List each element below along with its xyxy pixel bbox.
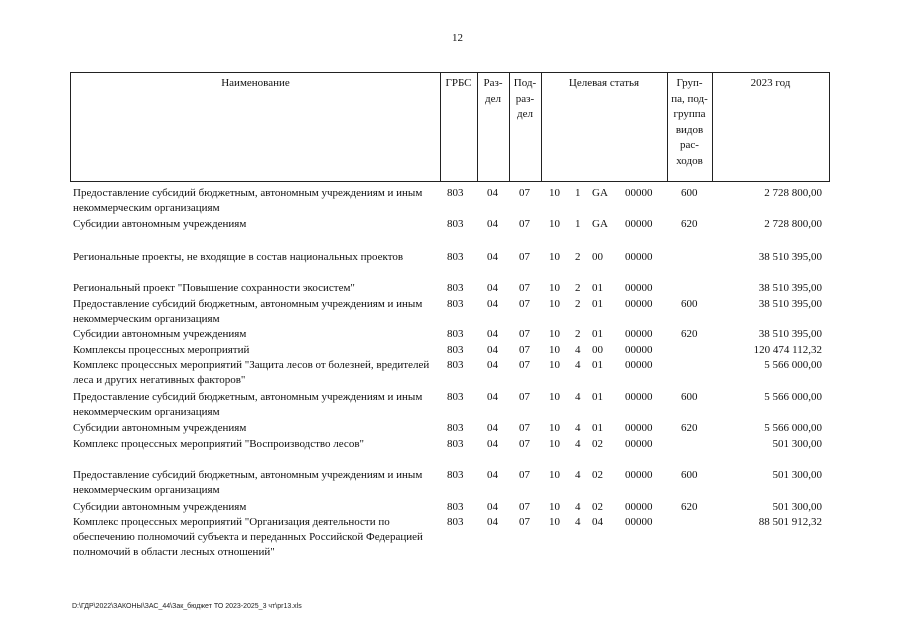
- row-razdel: 04: [487, 187, 498, 199]
- row-name: Комплексы процессных мероприятий: [73, 344, 250, 356]
- row-cs-code: 00000: [625, 282, 653, 294]
- row-cs-subprogram: 4: [575, 469, 581, 481]
- row-cs-subprogram: 4: [575, 422, 581, 434]
- row-cs-program: 10: [549, 438, 560, 450]
- row-cs-subprogram: 1: [575, 218, 581, 230]
- row-amount: 88 501 912,32: [758, 516, 822, 528]
- row-amount: 5 566 000,00: [764, 422, 822, 434]
- row-podrazdel: 07: [519, 251, 530, 263]
- row-podrazdel: 07: [519, 516, 530, 528]
- row-grbs: 803: [447, 359, 464, 371]
- row-grbs: 803: [447, 218, 464, 230]
- row-grbs: 803: [447, 282, 464, 294]
- row-grbs: 803: [447, 516, 464, 528]
- row-cs-subprogram: 4: [575, 516, 581, 528]
- row-grbs: 803: [447, 344, 464, 356]
- row-cs-item: 01: [592, 422, 603, 434]
- row-cs-item: 00: [592, 344, 603, 356]
- row-cs-code: 00000: [625, 391, 653, 403]
- row-cs-code: 00000: [625, 187, 653, 199]
- row-amount: 2 728 800,00: [764, 187, 822, 199]
- row-cs-program: 10: [549, 328, 560, 340]
- row-name: Региональные проекты, не входящие в состав национальных проектов: [73, 251, 404, 263]
- row-podrazdel: 07: [519, 501, 530, 513]
- row-cs-code: 00000: [625, 344, 653, 356]
- page-number: 12: [452, 32, 463, 44]
- row-cs-item: 01: [592, 298, 603, 310]
- row-name: Предоставление субсидий бюджетным, автономным учреждениям и иным некоммерческим организациям: [73, 298, 423, 325]
- row-cs-subprogram: 2: [575, 298, 581, 310]
- row-name: Предоставление субсидий бюджетным, автономным учреждениям и иным некоммерческим организациям: [73, 469, 423, 496]
- row-amount: 5 566 000,00: [764, 359, 822, 371]
- row-cs-code: 00000: [625, 359, 653, 371]
- row-grbs: 803: [447, 328, 464, 340]
- row-group: 620: [681, 328, 698, 340]
- row-razdel: 04: [487, 516, 498, 528]
- row-amount: 501 300,00: [772, 469, 822, 481]
- row-cs-code: 00000: [625, 469, 653, 481]
- row-grbs: 803: [447, 187, 464, 199]
- header-gruppa: Груп- па, под- группа видов рас- ходов: [671, 77, 708, 167]
- row-podrazdel: 07: [519, 422, 530, 434]
- row-grbs: 803: [447, 501, 464, 513]
- row-cs-code: 00000: [625, 438, 653, 450]
- row-group: 620: [681, 422, 698, 434]
- row-cs-code: 00000: [625, 501, 653, 513]
- row-cs-program: 10: [549, 391, 560, 403]
- row-razdel: 04: [487, 391, 498, 403]
- header-grbs: ГРБС: [445, 77, 472, 89]
- row-cs-program: 10: [549, 187, 560, 199]
- row-amount: 120 474 112,32: [753, 344, 822, 356]
- row-cs-program: 10: [549, 422, 560, 434]
- row-razdel: 04: [487, 422, 498, 434]
- row-amount: 38 510 395,00: [758, 251, 822, 263]
- row-razdel: 04: [487, 218, 498, 230]
- row-name: Субсидии автономным учреждениям: [73, 328, 247, 340]
- header-razdel: Раз- дел: [483, 77, 503, 105]
- row-amount: 501 300,00: [772, 438, 822, 450]
- row-cs-code: 00000: [625, 298, 653, 310]
- row-group: 620: [681, 501, 698, 513]
- row-razdel: 04: [487, 282, 498, 294]
- row-podrazdel: 07: [519, 391, 530, 403]
- row-cs-item: GA: [592, 187, 608, 199]
- row-razdel: 04: [487, 438, 498, 450]
- row-grbs: 803: [447, 438, 464, 450]
- row-podrazdel: 07: [519, 282, 530, 294]
- row-cs-code: 00000: [625, 516, 653, 528]
- footer-file-path: D:\ГДР\2022\ЗАКОНЫ\ЗАС_44\Зак_бюджет ТО 2023-2025_3 чт\pr13.xls: [72, 603, 302, 610]
- row-grbs: 803: [447, 391, 464, 403]
- row-cs-subprogram: 2: [575, 328, 581, 340]
- row-grbs: 803: [447, 298, 464, 310]
- row-podrazdel: 07: [519, 298, 530, 310]
- row-cs-subprogram: 4: [575, 501, 581, 513]
- row-cs-code: 00000: [625, 251, 653, 263]
- row-group: 600: [681, 298, 698, 310]
- row-cs-item: 00: [592, 251, 603, 263]
- row-cs-item: 04: [592, 516, 603, 528]
- row-name: Комплекс процессных мероприятий "Воспроизводство лесов": [73, 438, 365, 450]
- row-cs-subprogram: 1: [575, 187, 581, 199]
- row-amount: 38 510 395,00: [758, 328, 822, 340]
- row-name: Предоставление субсидий бюджетным, автономным учреждениям и иным некоммерческим организациям: [73, 391, 423, 418]
- row-cs-item: 02: [592, 501, 603, 513]
- row-podrazdel: 07: [519, 328, 530, 340]
- row-name: Субсидии автономным учреждениям: [73, 422, 247, 434]
- row-amount: 501 300,00: [772, 501, 822, 513]
- row-amount: 5 566 000,00: [764, 391, 822, 403]
- row-podrazdel: 07: [519, 344, 530, 356]
- row-name: Субсидии автономным учреждениям: [73, 501, 247, 513]
- row-cs-program: 10: [549, 516, 560, 528]
- row-cs-program: 10: [549, 298, 560, 310]
- row-cs-code: 00000: [625, 218, 653, 230]
- row-podrazdel: 07: [519, 187, 530, 199]
- row-razdel: 04: [487, 469, 498, 481]
- row-cs-subprogram: 4: [575, 391, 581, 403]
- row-razdel: 04: [487, 344, 498, 356]
- row-podrazdel: 07: [519, 469, 530, 481]
- row-grbs: 803: [447, 469, 464, 481]
- table-header: [70, 72, 830, 182]
- header-celevaya-statya: Целевая статья: [568, 77, 640, 89]
- row-cs-program: 10: [549, 501, 560, 513]
- row-cs-item: 02: [592, 438, 603, 450]
- row-amount: 2 728 800,00: [764, 218, 822, 230]
- row-grbs: 803: [447, 251, 464, 263]
- row-cs-subprogram: 4: [575, 344, 581, 356]
- row-cs-item: 01: [592, 282, 603, 294]
- row-name: Субсидии автономным учреждениям: [73, 218, 247, 230]
- row-group: 600: [681, 187, 698, 199]
- row-cs-subprogram: 4: [575, 438, 581, 450]
- row-razdel: 04: [487, 328, 498, 340]
- row-cs-item: GA: [592, 218, 608, 230]
- row-name: Комплекс процессных мероприятий "Защита лесов от болезней, вредителей леса и других негативных факторов": [73, 359, 430, 386]
- row-podrazdel: 07: [519, 359, 530, 371]
- row-group: 600: [681, 391, 698, 403]
- row-amount: 38 510 395,00: [758, 282, 822, 294]
- row-podrazdel: 07: [519, 438, 530, 450]
- row-cs-subprogram: 4: [575, 359, 581, 371]
- row-razdel: 04: [487, 251, 498, 263]
- header-podrazdel: Под- раз- дел: [513, 77, 537, 120]
- row-cs-program: 10: [549, 282, 560, 294]
- row-razdel: 04: [487, 359, 498, 371]
- row-group: 620: [681, 218, 698, 230]
- row-cs-subprogram: 2: [575, 282, 581, 294]
- row-cs-program: 10: [549, 218, 560, 230]
- row-cs-subprogram: 2: [575, 251, 581, 263]
- row-cs-item: 01: [592, 328, 603, 340]
- row-grbs: 803: [447, 422, 464, 434]
- row-cs-program: 10: [549, 251, 560, 263]
- row-name: Предоставление субсидий бюджетным, автономным учреждениям и иным некоммерческим организациям: [73, 187, 423, 214]
- row-group: 600: [681, 469, 698, 481]
- row-cs-program: 10: [549, 359, 560, 371]
- row-podrazdel: 07: [519, 218, 530, 230]
- header-name: Наименование: [221, 77, 290, 89]
- row-cs-program: 10: [549, 469, 560, 481]
- row-razdel: 04: [487, 298, 498, 310]
- row-cs-item: 01: [592, 391, 603, 403]
- header-year: 2023 год: [750, 77, 791, 89]
- row-name: Комплекс процессных мероприятий "Организация деятельности по обеспечению полномочий субъекта и переданных Российской Федерацией полномочий в области лесных отношений": [73, 516, 423, 558]
- row-cs-code: 00000: [625, 422, 653, 434]
- row-cs-item: 02: [592, 469, 603, 481]
- row-cs-item: 01: [592, 359, 603, 371]
- row-razdel: 04: [487, 501, 498, 513]
- row-cs-code: 00000: [625, 328, 653, 340]
- row-name: Региональный проект "Повышение сохранности экосистем": [73, 282, 355, 294]
- row-cs-program: 10: [549, 344, 560, 356]
- row-amount: 38 510 395,00: [758, 298, 822, 310]
